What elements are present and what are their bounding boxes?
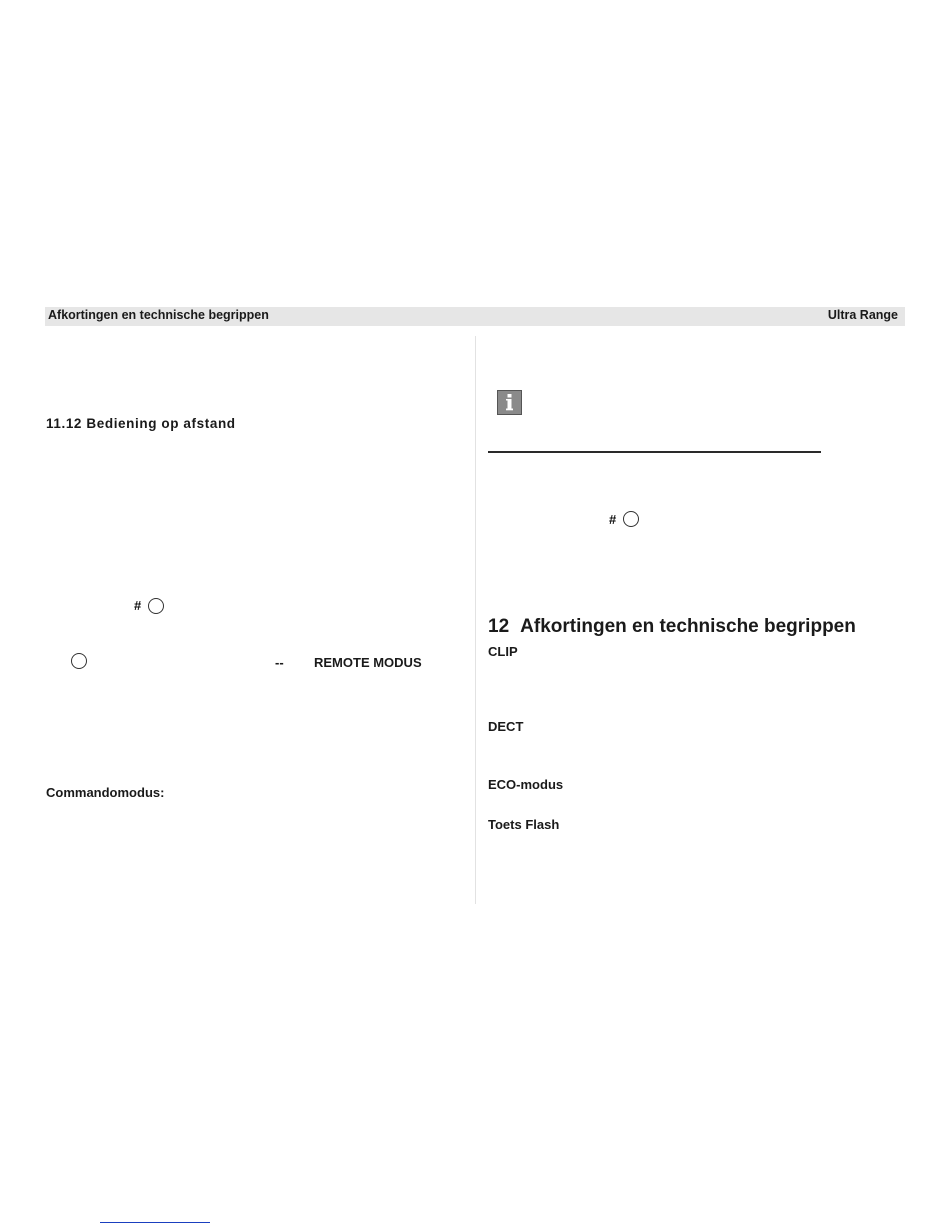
command-mode-label: Commandomodus: (46, 785, 165, 800)
term-eco-modus: ECO-modus (488, 777, 564, 792)
term-clip: CLIP (488, 644, 518, 659)
horizontal-rule (488, 451, 821, 453)
term-toets-flash: Toets Flash (488, 817, 560, 832)
key-circle-icon (623, 511, 639, 527)
section-heading: 11.12 Bediening op afstand (46, 416, 236, 431)
term-dect: DECT (488, 719, 524, 734)
chapter-number: 12 (488, 616, 510, 637)
key-circle-icon (71, 653, 87, 669)
header-right-title: Ultra Range (827, 308, 898, 322)
header-left-title: Afkortingen en technische begrippen (48, 308, 269, 322)
dash-separator: -- (275, 655, 284, 670)
chapter-title: Afkortingen en technische begrippen (520, 616, 856, 637)
key-circle-icon (148, 598, 164, 614)
link-underline[interactable] (100, 1222, 210, 1223)
hash-key-symbol: # (134, 598, 142, 613)
remote-mode-label: REMOTE MODUS (314, 655, 422, 670)
info-icon (497, 390, 522, 415)
chapter-heading (488, 616, 856, 638)
hash-key-symbol: # (609, 512, 617, 527)
column-divider (475, 336, 476, 904)
